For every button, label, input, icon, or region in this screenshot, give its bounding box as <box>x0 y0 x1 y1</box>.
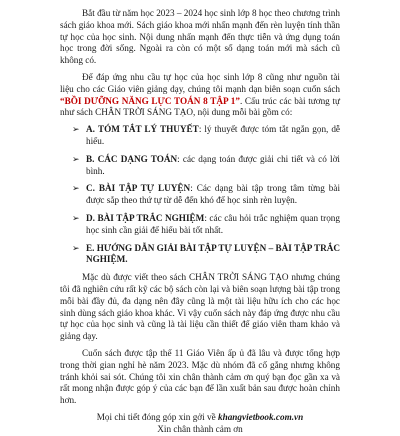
item-title: HƯỚNG DẪN GIẢI BÀI TẬP TỰ LUYỆN – BÀI TẬP TRẮC NGHIỆM. <box>86 242 341 265</box>
website-text: khangvietbook.com.vn <box>217 411 304 422</box>
item-marker: E. <box>86 242 95 253</box>
intro-paragraph-2-after: . Cấu trúc các bài tương tự như sách CHÂN TRỜI SÁNG TẠO, nội dung mỗi bài gồm có: <box>60 95 340 118</box>
list-bullet-icon: ➢ <box>72 153 80 164</box>
item-title: TÓM TẮT LÝ THUYẾT <box>97 124 199 135</box>
item-title: CÁC DẠNG TOÁN <box>97 153 178 164</box>
item-marker: D. <box>86 212 95 223</box>
body-paragraph-3: Mặc dù được viết theo sách CHÂN TRỜI SÁNG TẠO nhưng chúng tôi đã nghiên cứu rất kỹ các bộ sách còn lại và biên soạn lượng bài tập trong mỗi bài đầy đủ, đa dạng nên đây cũng là một tài liệu hữu ích cho các học sinh dùng sách giáo khoa khác. Vì vậy cuốn sách này đáp ứng được nhu cầu tự học của học sinh và cũng là tài liệu cần thiết để giáo viên tham khảo và giảng dạy. <box>60 272 340 342</box>
item-marker: A. <box>86 124 95 135</box>
item-marker: C. <box>86 183 95 194</box>
intro-paragraph-2 <box>60 72 340 119</box>
list-item-d <box>72 213 340 237</box>
item-title: BÀI TẬP TRẮC NGHIỆM <box>97 212 205 223</box>
contact-prefix: Mọi chi tiết đóng góp xin gởi về <box>96 411 218 422</box>
item-desc: : các câu hỏi trắc nghiệm quan trọng học sinh cần giải để hiểu bài tốt nhất. <box>86 212 340 235</box>
list-item-e <box>72 243 340 267</box>
intro-paragraph-1: Bắt đầu từ năm học 2023 – 2024 học sinh lớp 8 học theo chương trình sách giáo khoa mới. Sách giáo khoa mới nhấn mạnh đến rèn luyện tính thần tự học của học sinh. Nội dung nhấn mạnh đến thực tiễn và ứng dụng toán học trong đời sống. Ngoài ra còn có một số dạng toán mới mà sách cũ không có. <box>60 8 340 66</box>
list-bullet-icon: ➢ <box>72 183 80 194</box>
item-title: BÀI TẬP TỰ LUYỆN <box>98 183 191 194</box>
item-marker: B. <box>86 153 95 164</box>
list-item-b <box>72 154 340 178</box>
item-desc: : các dạng toán được giải chi tiết và có lời bình. <box>86 153 340 176</box>
item-desc: : lý thuyết được tóm tắt ngắn gọn, dễ hiểu. <box>86 124 340 146</box>
intro-paragraph-2-before: Để đáp ứng nhu cầu tự học của học sinh lớp 8 cũng như nguồn tài liệu cho các Giáo viên giảng dạy, chúng tôi mạnh dạn biên soạn cuốn sách <box>60 71 340 94</box>
body-paragraph-4: Cuốn sách được tập thể 11 Giáo Viên ấp ủ đã lâu và được tổng hợp trong thời gian nghỉ hè năm 2023. Mặc dù nhóm đã cố gắng nhưng không tránh khỏi sai sót. Chúng tôi xin chân thành cảm ơn quý bạn đọc gần xa và rất mong nhận được góp ý của các bạn để lần xuất bản sau được hoàn chỉnh hơn. <box>60 347 340 406</box>
thanks-line: Xin chân thành cảm ơn <box>157 423 243 434</box>
footer <box>60 412 340 436</box>
book-title: “BỒI DƯỠNG NĂNG LỰC TOÁN 8 TẬP 1” <box>60 95 240 106</box>
item-desc: : Các dạng bài tập trong tâm từng bài được sắp theo thứ tự từ dễ đến khó để học sinh rèn luyện. <box>86 183 341 206</box>
list-bullet-icon: ➢ <box>72 242 80 253</box>
list-item-c <box>72 183 340 207</box>
list-item-a <box>72 124 340 148</box>
contact-line <box>60 412 340 424</box>
list-bullet-icon: ➢ <box>72 124 80 135</box>
list-bullet-icon: ➢ <box>72 212 80 223</box>
